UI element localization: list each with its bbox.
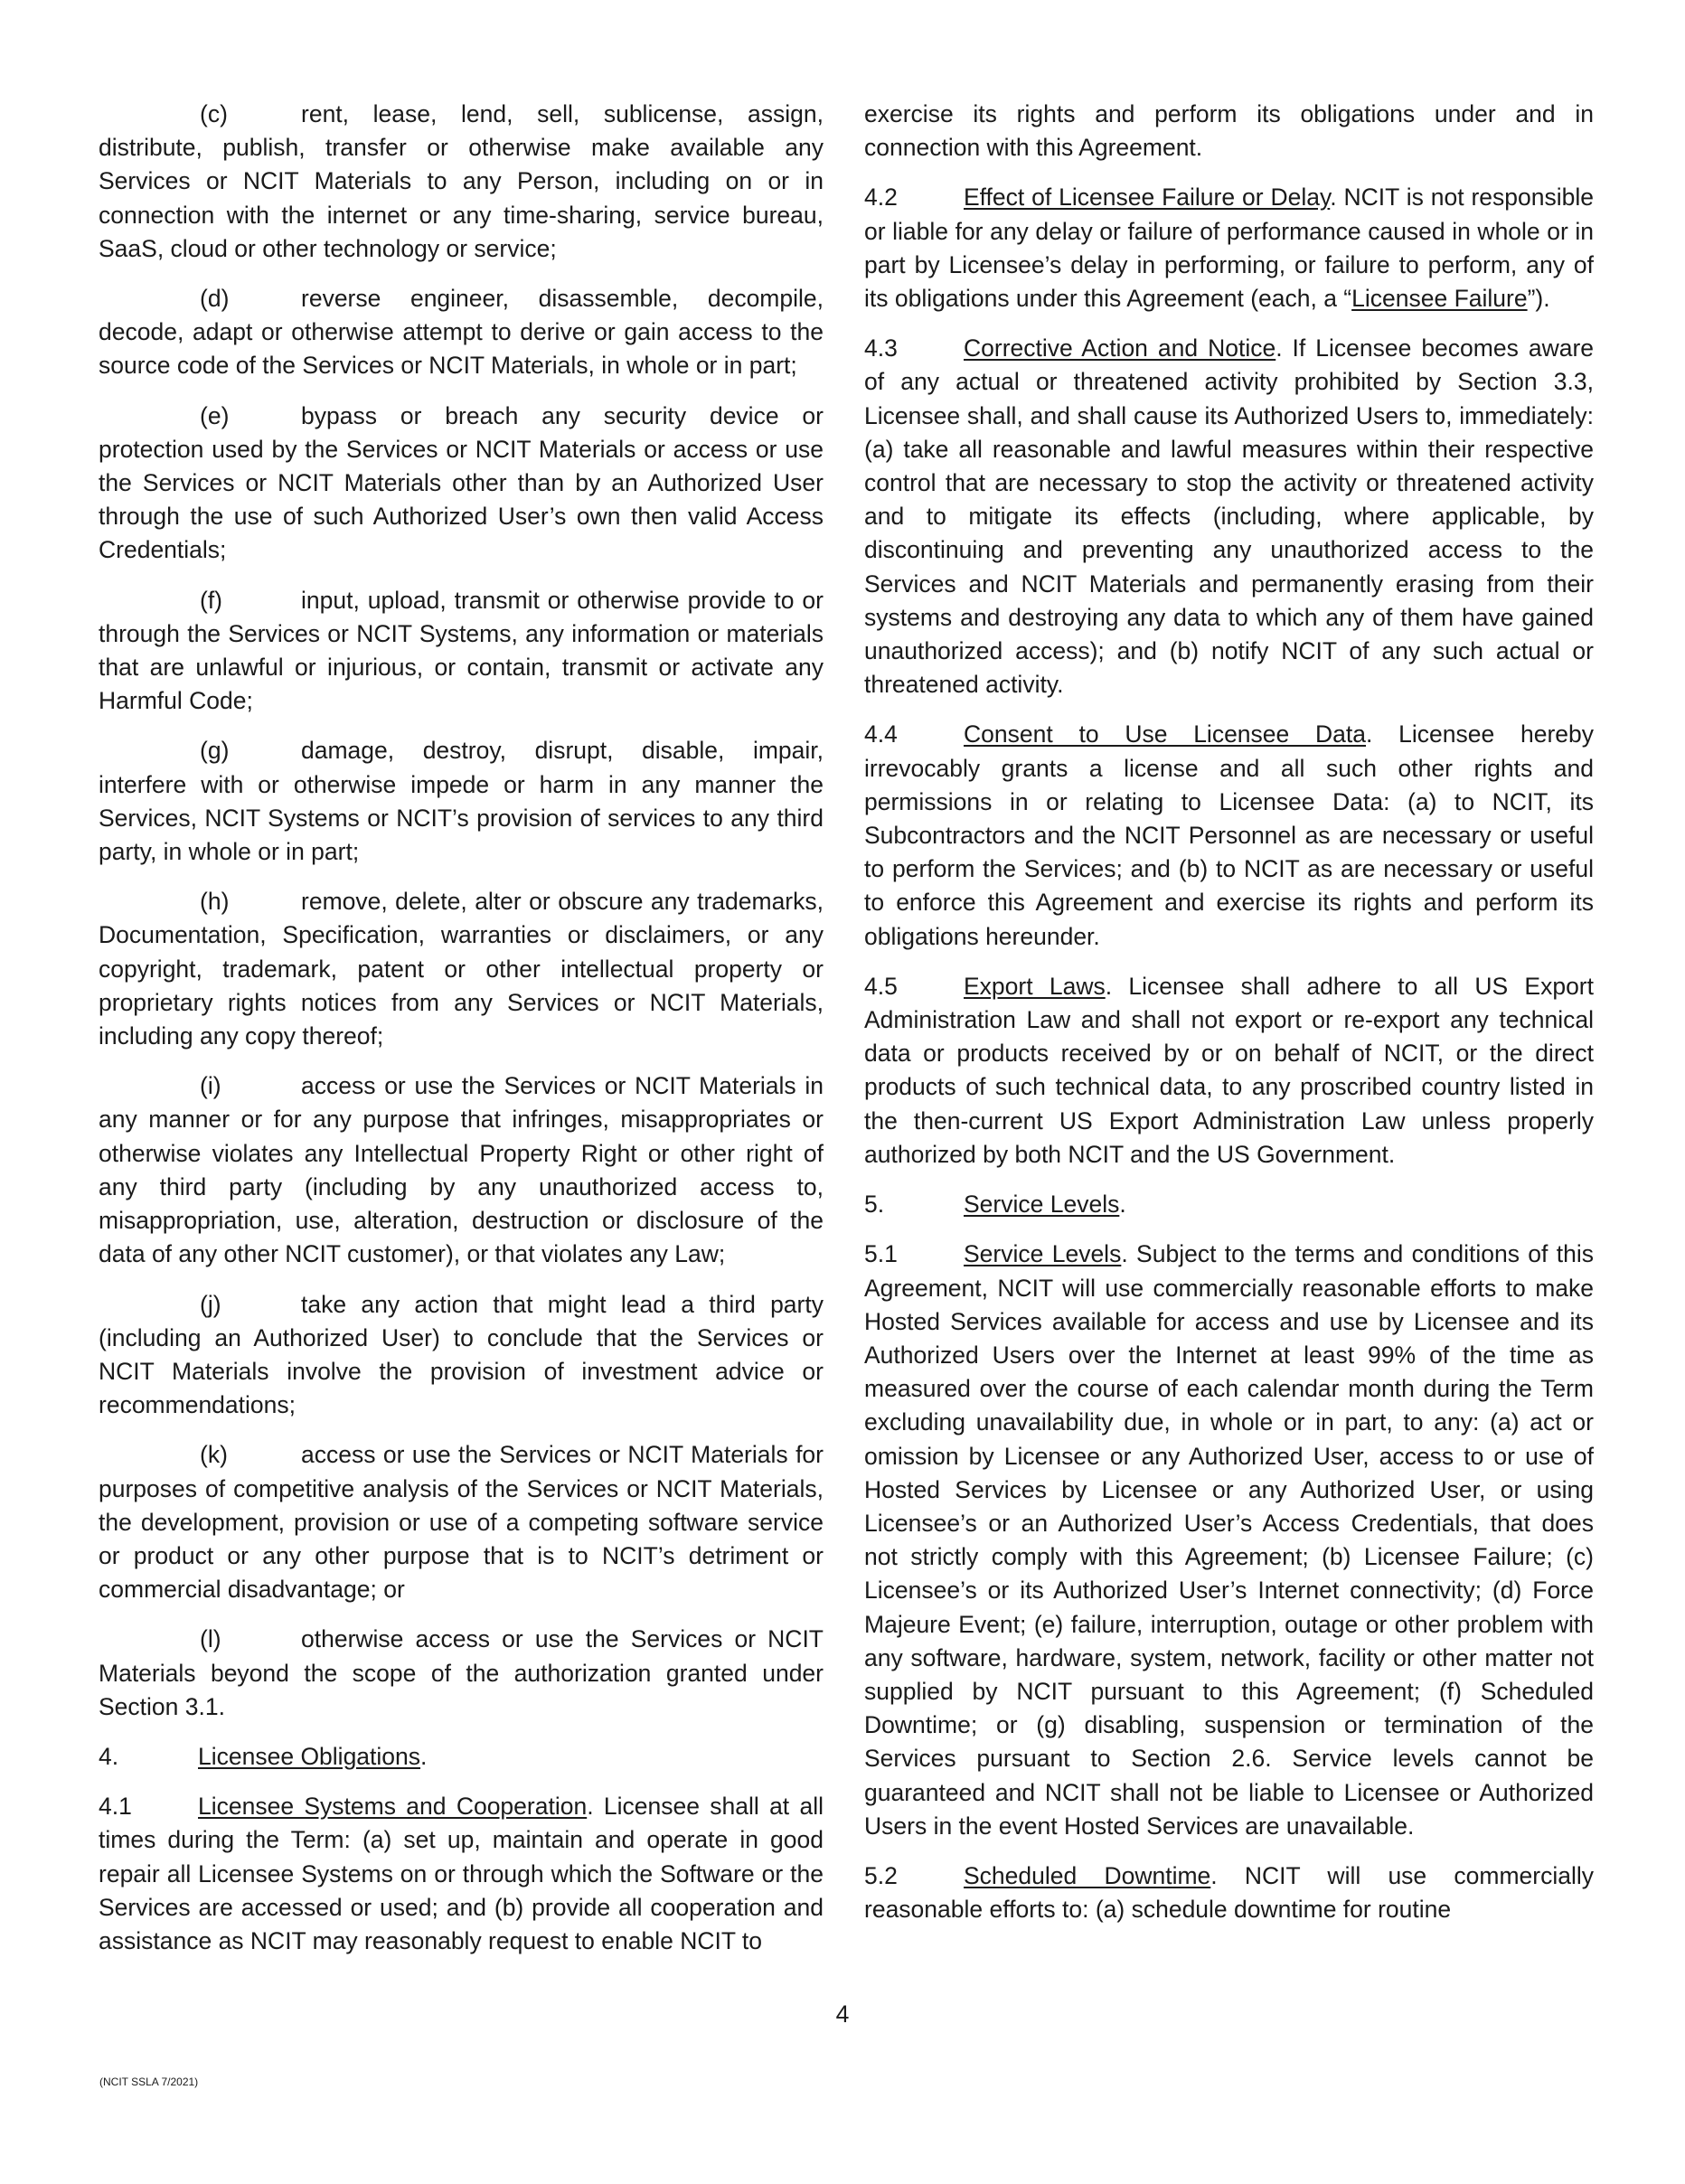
section-text: . Subject to the terms and conditions of this Agreement, NCIT will use commercially reasonable efforts to make Hosted Services available for access and use by Licensee and its Authorized Users over the Internet at least 99% of the time as measured over the course of each calendar month during the Term excluding unavailability due, in whole or in part, to any: (a) act or omission by Licensee or any Authorized User, access to or use of Hosted Services by Licensee or any Authorized User, or using Licensee’s or an Authorized User’s Access Credentials, that does not strictly comply with this Agreement; (b) Licensee Failure; (c) Licensee’s or its Authorized User’s Internet connectivity; (d) Force Majeure Event; (e) failure, interruption, outage or other problem with any software, hardware, system, network, facility or other matter not supplied by NCIT pursuant to this Agreement; (f) Scheduled Downtime; or (g) disabling, suspension or termination of the Services pursuant to Section 2.6. Service levels cannot be guaranteed and NCIT shall not be liable to Licensee or Authorized Users in the event Hosted Services are unavailable. <box>864 1240 1594 1840</box>
section-4-heading <box>99 1740 824 1774</box>
clause-item-d <box>99 282 824 383</box>
clause-item-l <box>99 1623 824 1724</box>
section-number: 4.4 <box>864 720 898 748</box>
section-number: 4.1 <box>99 1793 132 1821</box>
section-4-4 <box>864 718 1594 953</box>
section-title: Export Laws <box>964 972 1106 1000</box>
item-label: (c) <box>200 100 228 127</box>
clause-item-e <box>99 400 824 568</box>
item-label: (i) <box>200 1072 221 1100</box>
section-title: Corrective Action and Notice <box>964 334 1276 362</box>
item-text: rent, lease, lend, sell, sublicense, assign, distribute, publish, transfer or otherwise make available any Services or NCIT Materials to any Person, including on or in connection with the internet or any time-sharing, service bureau, SaaS, cloud or other technology or service; <box>99 100 824 262</box>
left-column <box>99 98 824 1974</box>
item-label: (d) <box>200 285 230 313</box>
section-text: . Licensee shall at all times during the Term: (a) set up, maintain and operate in good repair all Licensee Systems on or through which the Software or the Services are accessed or used; and (b) provide all cooperation and assistance as NCIT may reasonably request to enable NCIT to <box>99 1793 824 1954</box>
item-label: (k) <box>200 1441 228 1469</box>
item-text: reverse engineer, disassemble, decompile, decode, adapt or otherwise attempt to derive or gain access to the source code of the Services or NCIT Materials, in whole or in part; <box>99 285 824 380</box>
section-5-heading <box>864 1188 1594 1221</box>
item-label: (j) <box>200 1290 221 1318</box>
section-title-period: . <box>420 1742 428 1770</box>
item-label: (f) <box>200 586 223 614</box>
item-text: access or use the Services or NCIT Materials in any manner or for any purpose that infringes, misappropriates or otherwise violates any Intellectual Property Right or other right of any third party (including by any unauthorized access to, misappropriation, use, alteration, destruction or disclosure of the data of any other NCIT customer), or that violates any Law; <box>99 1072 824 1268</box>
item-label: (h) <box>200 888 230 916</box>
item-text: access or use the Services or NCIT Materials for purposes of competitive analysis of the Services or NCIT Materials, the development, provision or use of a competing software service or product or any other purpose that is to NCIT’s detriment or commercial disadvantage; or <box>99 1441 824 1604</box>
clause-item-c <box>99 98 824 266</box>
section-text: . If Licensee becomes aware of any actual or threatened activity prohibited by Section 3.3, Licensee shall, and shall cause its Authorized Users to, immediately: (a) take all reasonable and lawful measures within their respective control that are necessary to stop the activity or threatened activity and to mitigate its effects (including, where applicable, by discontinuing and preventing any unauthorized access to the Services and NCIT Materials and permanently erasing from their systems and destroying any data to which any of them have gained unauthorized access); and (b) notify NCIT of any such actual or threatened activity. <box>864 334 1595 699</box>
section-4-5 <box>864 970 1594 1172</box>
section-4-1 <box>99 1790 824 1958</box>
item-text: take any action that might lead a third party (including an Authorized User) to conclude that the Services or NCIT Materials involve the provision of investment advice or recommendations; <box>99 1290 824 1419</box>
section-title: Licensee Obligations <box>198 1742 421 1770</box>
section-title: Scheduled Downtime <box>964 1861 1211 1889</box>
item-label: (g) <box>200 737 230 765</box>
section-text: . Licensee shall adhere to all US Export Administration Law and shall not export or re-export any technical data or products received by or on behalf of NCIT, or the direct products of such technical data, to any proscribed country listed in the then-current US Export Administration Law unless properly authorized by both NCIT and the US Government. <box>864 972 1594 1168</box>
section-text-end: ”). <box>1527 285 1550 313</box>
section-4-3 <box>864 332 1594 701</box>
section-text: . Licensee hereby irrevocably grants a license and all such other rights and permissions in or relating to Licensee Data: (a) to NCIT, its Subcontractors and the NCIT Personnel as are necessary or useful to perform the Services; and (b) to NCIT as are necessary or useful to enforce this Agreement and exercise its rights and perform its obligations hereunder. <box>864 720 1594 950</box>
clause-item-k <box>99 1438 824 1606</box>
section-title: Service Levels <box>964 1191 1120 1219</box>
page-number: 4 <box>835 2000 850 2028</box>
document-footer: (NCIT SSLA 7/2021) <box>99 2076 199 2088</box>
item-label: (e) <box>200 401 230 429</box>
section-number: 5.1 <box>864 1240 898 1268</box>
section-number: 4.2 <box>864 184 898 212</box>
section-title-period: . <box>1119 1191 1126 1219</box>
section-title: Consent to Use Licensee Data <box>964 720 1367 748</box>
clause-item-j <box>99 1288 824 1423</box>
item-text: bypass or breach any security device or protection used by the Services or NCIT Materials or access or use the Services or NCIT Materials other than by an Authorized User through the use of such Authorized User’s own then valid Access Credentials; <box>99 401 824 564</box>
section-title: Service Levels <box>964 1240 1122 1268</box>
section-5-1 <box>864 1238 1594 1843</box>
continuation-text: exercise its rights and perform its obligations under and in connection with this Agreement. <box>864 100 1594 162</box>
defined-term: Licensee Failure <box>1351 285 1528 313</box>
item-text: damage, destroy, disrupt, disable, impair, interfere with or otherwise impede or harm in any manner the Services, NCIT Systems or NCIT’s provision of services to any third party, in whole or in part; <box>99 737 824 866</box>
section-number: 4. <box>99 1742 119 1770</box>
section-number: 5. <box>864 1191 885 1219</box>
right-column <box>864 98 1594 1943</box>
item-text: remove, delete, alter or obscure any trademarks, Documentation, Specification, warranties or disclaimers, or any copyright, trademark, patent or other intellectual property or proprietary rights notices from any Services or NCIT Materials, including any copy thereof; <box>99 888 824 1050</box>
section-number: 4.3 <box>864 334 898 362</box>
section-5-2 <box>864 1859 1594 1926</box>
section-text: . NCIT will use commercially reasonable efforts to: (a) schedule downtime for routine <box>864 1861 1594 1924</box>
section-text: . NCIT is not responsible or liable for any delay or failure of performance caused in whole or in part by Licensee’s delay in performing, or failure to perform, any of its obligations under this Agreement (each, a “ <box>864 184 1594 313</box>
item-text: otherwise access or use the Services or NCIT Materials beyond the scope of the authorization granted under Section 3.1. <box>99 1625 824 1720</box>
section-title: Effect of Licensee Failure or Delay <box>964 184 1331 212</box>
section-number: 5.2 <box>864 1861 898 1889</box>
clause-item-g <box>99 734 824 869</box>
item-label: (l) <box>200 1625 221 1653</box>
section-title: Licensee Systems and Cooperation <box>198 1793 588 1821</box>
clause-item-h <box>99 885 824 1053</box>
clause-item-i <box>99 1069 824 1271</box>
item-text: input, upload, transmit or otherwise provide to or through the Services or NCIT Systems, any information or materials that are unlawful or injurious, or contain, transmit or activate any Harmful Code; <box>99 586 824 715</box>
section-4-2 <box>864 181 1594 315</box>
section-number: 4.5 <box>864 972 898 1000</box>
clause-item-f <box>99 584 824 719</box>
